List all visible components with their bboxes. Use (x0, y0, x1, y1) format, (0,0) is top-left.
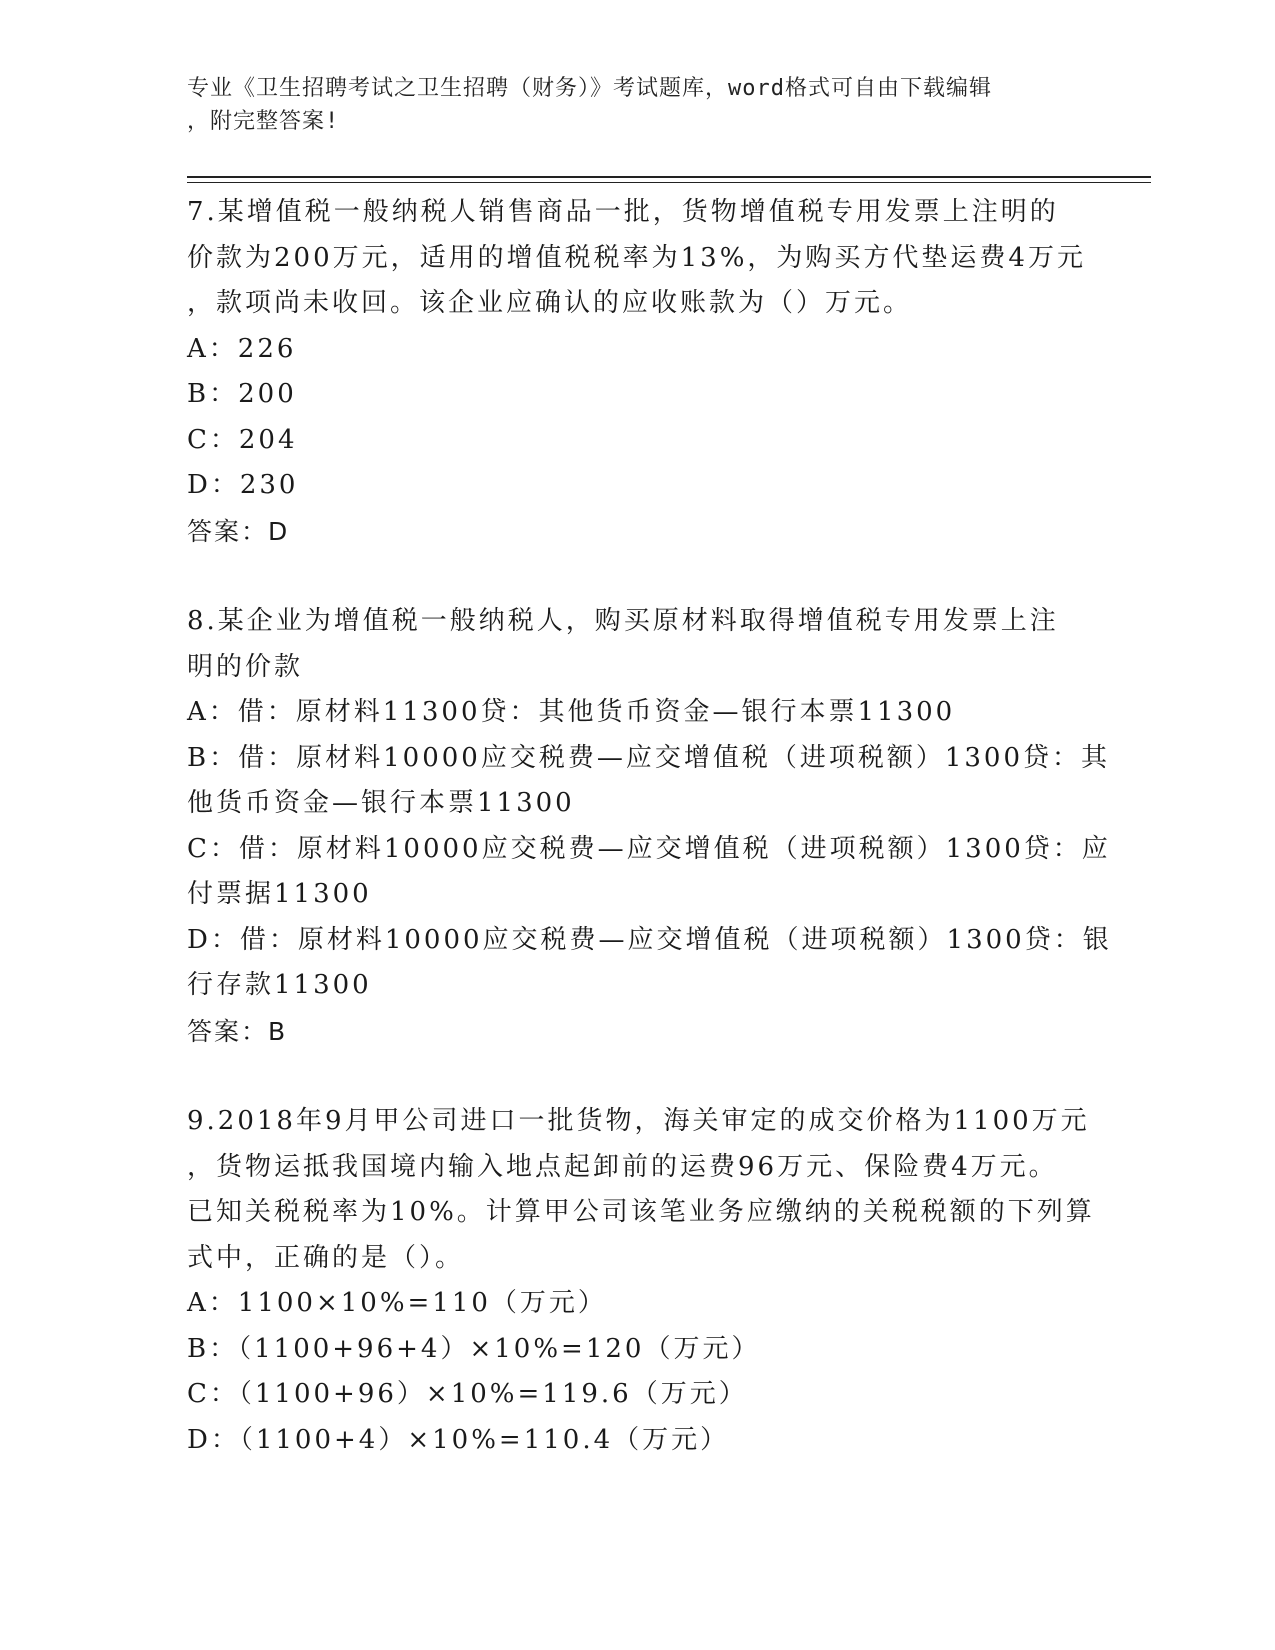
option-d: D：借：原材料10000应交税费—应交增值税（进项税额）1300贷：银 (187, 924, 1112, 955)
question-text-line: ，货物运抵我国境内输入地点起卸前的运费96万元、保险费4万元。 (187, 1151, 1058, 1182)
question-text-line: ，款项尚未收回。该企业应确认的应收账款为（）万元。 (187, 288, 913, 318)
question-spacer (187, 554, 1087, 599)
option-c: C：204 (187, 424, 298, 455)
question-text-line: 明的价款 (187, 651, 304, 682)
question-text-line: 已知关税税率为10%。计算甲公司该笔业务应缴纳的关税税额的下列算 (187, 1197, 1095, 1227)
header-divider-thin (187, 182, 1151, 183)
header-line-1: 专业《卫生招聘考试之卫生招聘（财务）》考试题库，word格式可自由下载编辑 (187, 76, 992, 101)
question-9 (187, 1099, 1095, 1463)
option-c-continued: 付票据11300 (187, 879, 372, 909)
question-text-line: 9.2018年9月甲公司进口一批货物，海关审定的成交价格为1100万元 (187, 1106, 1090, 1136)
option-a: A：226 (187, 333, 297, 364)
option-b: B：200 (187, 379, 297, 409)
header-line-2: ，附完整答案! (187, 109, 340, 134)
option-c: C：（1100+96）×10%=119.6（万元） (187, 1379, 748, 1409)
page-header (187, 72, 1087, 138)
question-text-line: 式中，正确的是（）。 (187, 1242, 465, 1273)
option-d: D：（1100+4）×10%=110.4（万元） (187, 1424, 730, 1455)
question-spacer (187, 1054, 1087, 1099)
question-7 (187, 190, 1087, 554)
answer-label: 答案：B (187, 1016, 288, 1046)
option-b: B：（1100+96+4）×10%=120（万元） (187, 1333, 761, 1364)
option-a: A：1100×10%=110（万元） (187, 1288, 607, 1318)
option-b: B：借：原材料10000应交税费—应交增值税（进项税额）1300贷：其 (187, 742, 1110, 773)
question-text-line: 8.某企业为增值税一般纳税人，购买原材料取得增值税专用发票上注 (187, 606, 1059, 636)
option-b-continued: 他货币资金—银行本票11300 (187, 788, 575, 818)
question-8 (187, 599, 1112, 1054)
answer-label: 答案：D (187, 516, 290, 546)
question-text-line: 7.某增值税一般纳税人销售商品一批，货物增值税专用发票上注明的 (187, 197, 1059, 227)
option-c: C：借：原材料10000应交税费—应交增值税（进项税额）1300贷：应 (187, 833, 1111, 864)
option-d-continued: 行存款11300 (187, 970, 372, 1000)
question-text-line: 价款为200万元，适用的增值税税率为13%，为购买方代垫运费4万元 (187, 242, 1086, 273)
option-d: D：230 (187, 470, 299, 500)
header-divider-thick (187, 176, 1151, 178)
option-a: A：借：原材料11300贷：其他货币资金—银行本票11300 (187, 697, 956, 727)
question-list (187, 190, 1112, 1463)
